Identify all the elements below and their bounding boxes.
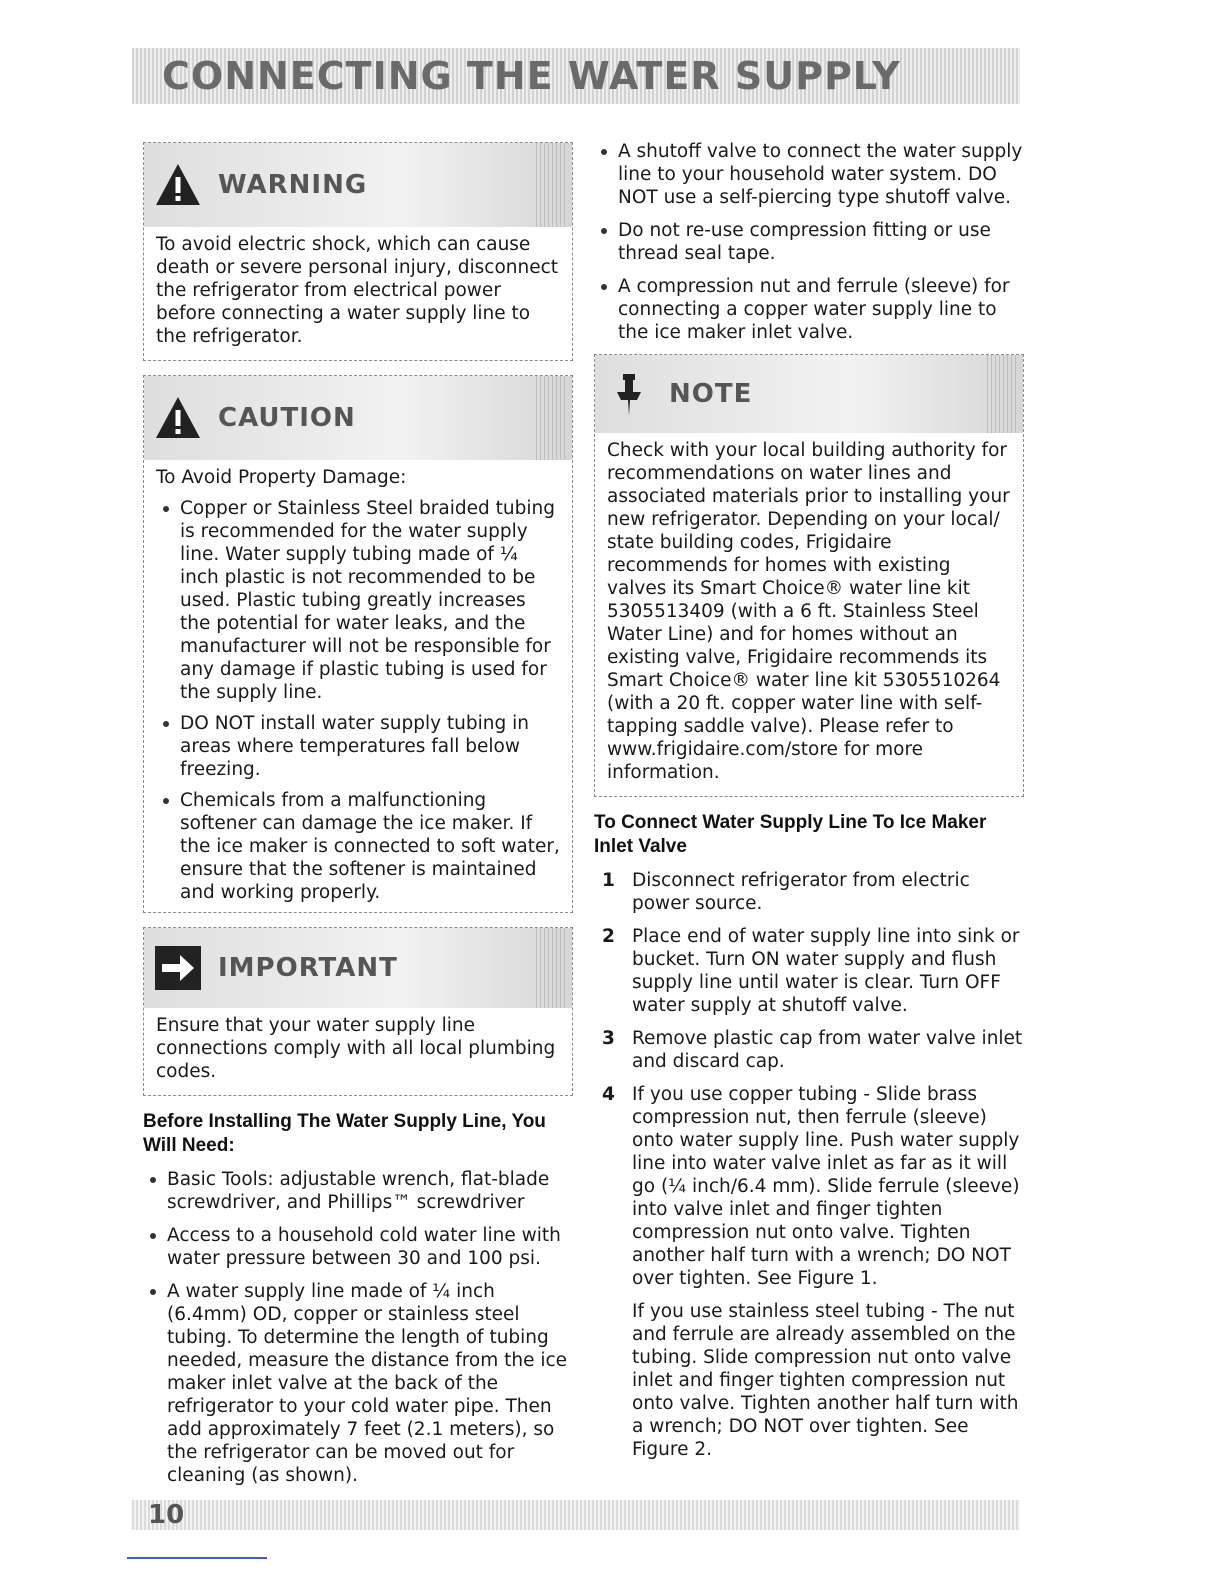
right-column — [594, 140, 1024, 1471]
list-item: A water supply line made of ¼ inch (6.4mm) OD, copper or stainless steel tubing. To determine the length of tubing needed, measure the distance from the ice maker inlet valve at the back of the refrigerator to your cold water pipe. Then add approximately 7 feet (2.1 meters), so the refrigerator can be moved out for cleaning (as shown). — [143, 1280, 573, 1487]
left-column — [143, 140, 573, 1497]
footer-divider — [127, 1557, 267, 1559]
step-item — [594, 1083, 1024, 1461]
list-item: Copper or Stainless Steel braided tubing is recommended for the water supply line. Water supply tubing made of ¼ inch plastic is not recommended to be used. Plastic tubing greatly increases the potential for water leaks, and the manufacturer will not be responsible for any damage if plastic tubing is used for the supply line. — [156, 497, 560, 704]
caution-title: CAUTION — [218, 403, 356, 433]
warning-text: To avoid electric shock, which can cause death or severe personal injury, disconnect the refrigerator from electrical power before connecting a water supply line to the refrigerator. — [156, 234, 559, 347]
step-number: 2 — [602, 926, 615, 947]
note-title: NOTE — [669, 379, 753, 409]
step-text: Remove plastic cap from water valve inlet and discard cap. — [632, 1028, 1023, 1072]
needs-heading: Before Installing The Water Supply Line, You Will Need: — [143, 1111, 546, 1156]
caution-intro: To Avoid Property Damage: — [156, 467, 407, 488]
pushpin-icon — [605, 370, 653, 418]
warning-header — [144, 143, 572, 227]
step-item — [594, 869, 1024, 915]
important-box — [143, 927, 573, 1096]
note-text: Check with your local building authority for recommendations on water lines and associated materials prior to installing your new refrigerator. Depending on your local/ state building codes, Frigidaire recommends for homes with existing valves its Smart Choice® water line kit 5305513409 (with a 6 ft. Stainless Steel Water Line) and for homes without an existing valve, Frigidaire recommends its Smart Choice® water line kit 5305510264 (with a 20 ft. copper water line with self-tapping saddle valve). Please refer to www.frigidaire.com/store for more information. — [607, 440, 1010, 783]
list-item: Chemicals from a malfunctioning softener can damage the ice maker. If the ice maker is connected to soft water, ensure that the softener is maintained and working properly. — [156, 789, 560, 904]
needs-list-continued — [594, 140, 1024, 344]
list-item: Do not re-use compression fitting or use thread seal tape. — [594, 219, 1024, 265]
page-footer — [132, 1500, 1020, 1530]
step-number: 1 — [602, 870, 615, 891]
list-item: A compression nut and ferrule (sleeve) for connecting a copper water supply line to the ice maker inlet valve. — [594, 275, 1024, 344]
warning-triangle-icon — [154, 161, 202, 209]
important-header — [144, 928, 572, 1008]
connect-heading: To Connect Water Supply Line To Ice Maker Inlet Valve — [594, 812, 987, 857]
step-text: Disconnect refrigerator from electric power source. — [632, 870, 970, 914]
arrow-right-icon — [154, 944, 202, 992]
caution-triangle-icon — [154, 394, 202, 442]
step-extra-text: If you use stainless steel tubing - The nut and ferrule are already assembled on the tubing. Slide compression nut onto valve inlet and finger tighten compression nut onto valve. Tighten another half turn with a wrench; DO NOT over tighten. See Figure 2. — [632, 1301, 1019, 1460]
caution-header — [144, 376, 572, 460]
step-number: 3 — [602, 1028, 615, 1049]
step-item — [594, 1027, 1024, 1073]
caution-box — [143, 375, 573, 913]
note-header — [595, 355, 1023, 433]
needs-list — [143, 1168, 573, 1487]
page-number: 10 — [148, 1500, 185, 1530]
warning-title: WARNING — [218, 170, 368, 200]
important-title: IMPORTANT — [218, 953, 398, 983]
list-item: Access to a household cold water line with water pressure between 30 and 100 psi. — [143, 1224, 573, 1270]
step-number: 4 — [602, 1084, 615, 1105]
step-text: Place end of water supply line into sink or bucket. Turn ON water supply and flush supply line until water is clear. Turn OFF water supply at shutoff valve. — [632, 926, 1020, 1016]
caution-list — [156, 497, 560, 904]
list-item: A shutoff valve to connect the water supply line to your household water system. DO NOT use a self-piercing type shutoff valve. — [594, 140, 1024, 209]
connect-steps — [594, 869, 1024, 1461]
list-item: Basic Tools: adjustable wrench, flat-blade screwdriver, and Phillips™ screwdriver — [143, 1168, 573, 1214]
important-text: Ensure that your water supply line connections comply with all local plumbing codes. — [156, 1015, 556, 1082]
list-item: DO NOT install water supply tubing in areas where temperatures fall below freezing. — [156, 712, 560, 781]
section-banner — [132, 48, 1020, 104]
page-title: CONNECTING THE WATER SUPPLY — [162, 54, 901, 98]
step-text: If you use copper tubing - Slide brass compression nut, then ferrule (sleeve) onto water supply line. Push water supply line into water valve inlet as far as it will go (¼ inch/6.4 mm). Slide ferrule (sleeve) into valve inlet and finger tighten compression nut onto valve. Tighten another half turn with a wrench; DO NOT over tighten. See Figure 1. — [632, 1084, 1020, 1289]
note-box — [594, 354, 1024, 797]
step-item — [594, 925, 1024, 1017]
warning-box — [143, 142, 573, 361]
